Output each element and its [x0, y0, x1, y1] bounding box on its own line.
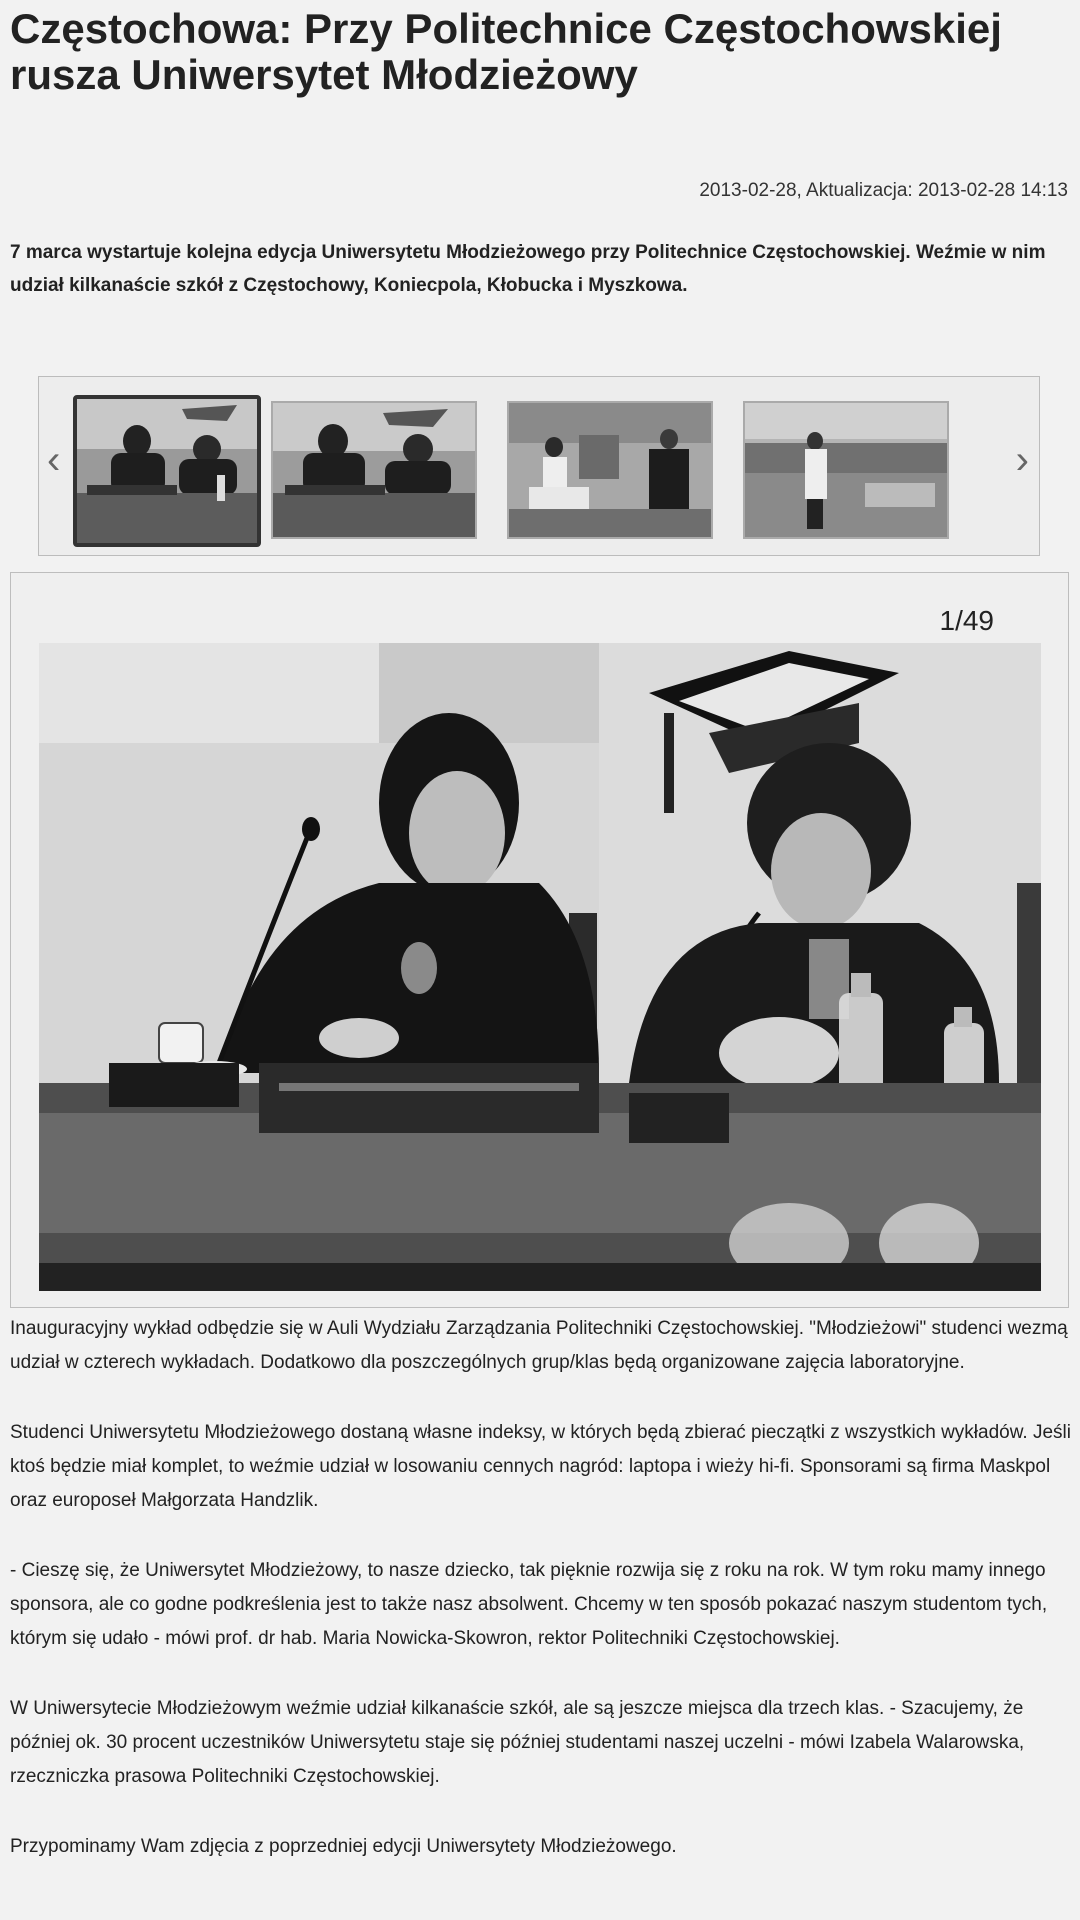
thumbnail-3-image	[509, 403, 711, 537]
thumbnail-strip	[38, 376, 1040, 556]
thumbnail-3[interactable]	[507, 401, 713, 539]
paragraph-1: Inauguracyjny wykład odbędzie się w Auli Wydziału Zarządzania Politechniki Częstochowskiej. "Młodzieżowi" studenci wezmą udział w czterech wykładach. Dodatkowo dla poszczególnych grup/klas będą organizowane zajęcia laboratoryjne.	[10, 1318, 1068, 1373]
article-lead: 7 marca wystartuje kolejna edycja Uniwersytetu Młodzieżowego przy Politechnice Częstochowskiej. Weźmie w nim udział kilkanaście szkół z Częstochowy, Koniecpola, Kłobucka i Myszkowa.	[10, 242, 1046, 296]
article-title: Częstochowa: Przy Politechnice Częstochowskiej rusza Uniwersytet Młodzieżowy	[10, 5, 1002, 98]
prev-arrow-icon[interactable]: ‹	[47, 438, 61, 482]
paragraph-3: - Cieszę się, że Uniwersytet Młodzieżowy, to nasze dziecko, tak pięknie rozwija się z roku na rok. W tym roku mamy innego sponsora, ale co godne podkreślenia jest to także nasz absolwent. Chcemy w ten sposób pokazać naszym studentom tych, którym się udało - mówi prof. dr hab. Maria Nowicka-Skowron, rektor Politechniki Częstochowskiej.	[10, 1560, 1048, 1649]
main-photo-image	[39, 643, 1041, 1291]
paragraph-2: Studenci Uniwersytetu Młodzieżowego dostaną własne indeksy, w których będą zbierać pieczątki z wszystkich wykładów. Jeśli ktoś będzie miał komplet, to weźmie udział w losowaniu cennych nagród: laptopa i wieży hi-fi. Sponsorami są firma Maskpol oraz europoseł Małgorzata Handzlik.	[10, 1422, 1071, 1511]
photo-counter: 1/49	[939, 605, 994, 636]
thumbnail-4[interactable]	[743, 401, 949, 539]
next-arrow-icon[interactable]: ›	[1015, 438, 1029, 482]
photo-viewer	[10, 572, 1069, 1308]
paragraph-4: W Uniwersytecie Młodzieżowym weźmie udział kilkanaście szkół, ale są jeszcze miejsca dla trzech klas. - Szacujemy, że później ok. 30 procent uczestników Uniwersytetu staje się później studentami naszej uczelni - mówi Izabela Walarowska, rzeczniczka prasowa Politechniki Częstochowskiej.	[10, 1698, 1025, 1787]
thumbnail-4-image	[745, 403, 947, 537]
thumbnail-2-image	[273, 403, 475, 537]
thumbnail-1[interactable]	[73, 395, 261, 547]
thumbnail-2[interactable]	[271, 401, 477, 539]
article-dateline: 2013-02-28, Aktualizacja: 2013-02-28 14:13	[699, 180, 1068, 201]
thumbnail-1-image	[77, 399, 257, 543]
paragraph-5: Przypominamy Wam zdjęcia z poprzedniej edycji Uniwersytety Młodzieżowego.	[10, 1836, 677, 1857]
main-photo[interactable]	[39, 643, 1041, 1291]
article-body	[10, 1312, 1072, 1900]
